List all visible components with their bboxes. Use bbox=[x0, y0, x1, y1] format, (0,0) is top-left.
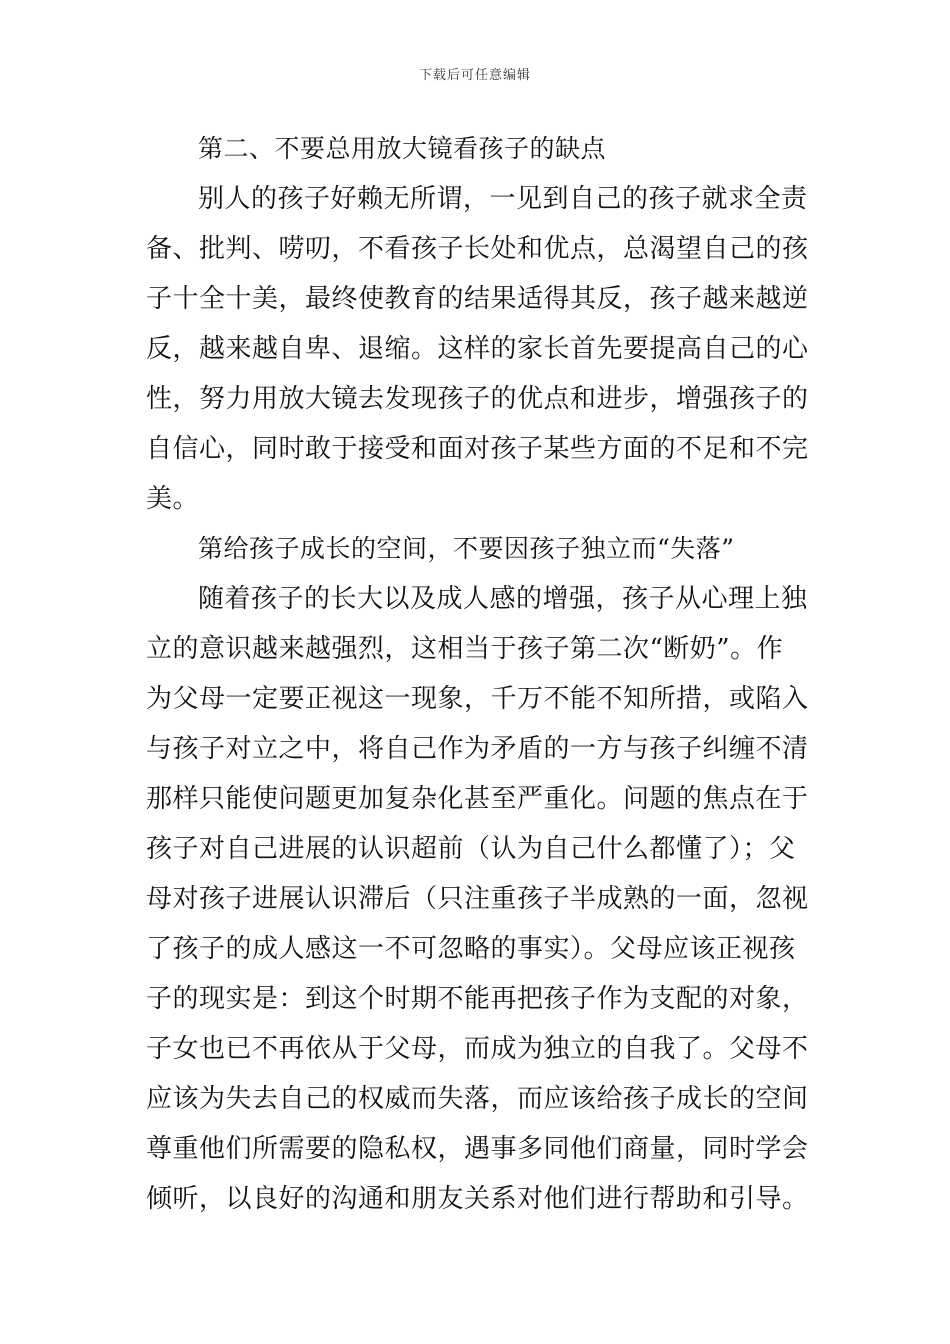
paragraph-line: 了孩子的成人感这一不可忽略的事实）。父母应该正视孩 bbox=[146, 934, 796, 964]
paragraph-line: 应该为失去自己的权威而失落，而应该给孩子成长的空间 bbox=[146, 1084, 809, 1114]
paragraph-line: 孩子对自己进展的认识超前（认为自己什么都懂了）；父 bbox=[146, 834, 796, 864]
document-body bbox=[146, 124, 810, 1224]
paragraph-line: 美。 bbox=[146, 484, 200, 514]
section-heading: 第二、不要总用放大镜看孩子的缺点 bbox=[198, 134, 607, 163]
paragraph-line: 子十全十美，最终使教育的结果适得其反，孩子越来越逆 bbox=[146, 284, 809, 314]
paragraph-line: 母对孩子进展认识滞后（只注重孩子半成熟的一面，忽视 bbox=[146, 884, 809, 914]
paragraph-line: 随着孩子的长大以及成人感的增强，孩子从心理上独 bbox=[198, 584, 808, 614]
paragraph-line: 与孩子对立之中，将自己作为矛盾的一方与孩子纠缠不清 bbox=[146, 734, 809, 764]
paragraph-line: 自信心，同时敢于接受和面对孩子某些方面的不足和不完 bbox=[146, 434, 809, 464]
section-heading: 第给孩子成长的空间，不要因孩子独立而“失落” bbox=[198, 534, 735, 563]
page-header: 下载后可任意编辑 bbox=[418, 68, 531, 83]
paragraph-line: 那样只能使问题更加复杂化甚至严重化。问题的焦点在于 bbox=[146, 784, 809, 814]
paragraph-line: 别人的孩子好赖无所谓，一见到自己的孩子就求全责 bbox=[198, 184, 808, 214]
paragraph-line: 反，越来越自卑、退缩。这样的家长首先要提高自己的心 bbox=[146, 334, 809, 364]
paragraph-line: 尊重他们所需要的隐私权，遇事多同他们商量，同时学会 bbox=[146, 1134, 809, 1164]
paragraph-line: 性，努力用放大镜去发现孩子的优点和进步，增强孩子的 bbox=[146, 384, 809, 414]
paragraph-line: 倾听，以良好的沟通和朋友关系对他们进行帮助和引导。 bbox=[146, 1184, 809, 1214]
paragraph-line: 为父母一定要正视这一现象，千万不能不知所措，或陷入 bbox=[146, 684, 809, 714]
paragraph-line: 子女也已不再依从于父母，而成为独立的自我了。父母不 bbox=[146, 1034, 809, 1064]
paragraph-line: 子的现实是：到这个时期不能再把孩子作为支配的对象， bbox=[146, 984, 809, 1014]
paragraph-line: 立的意识越来越强烈，这相当于孩子第二次“断奶”。作 bbox=[146, 634, 784, 664]
paragraph-line: 备、批判、唠叨，不看孩子长处和优点，总渴望自己的孩 bbox=[146, 234, 809, 264]
